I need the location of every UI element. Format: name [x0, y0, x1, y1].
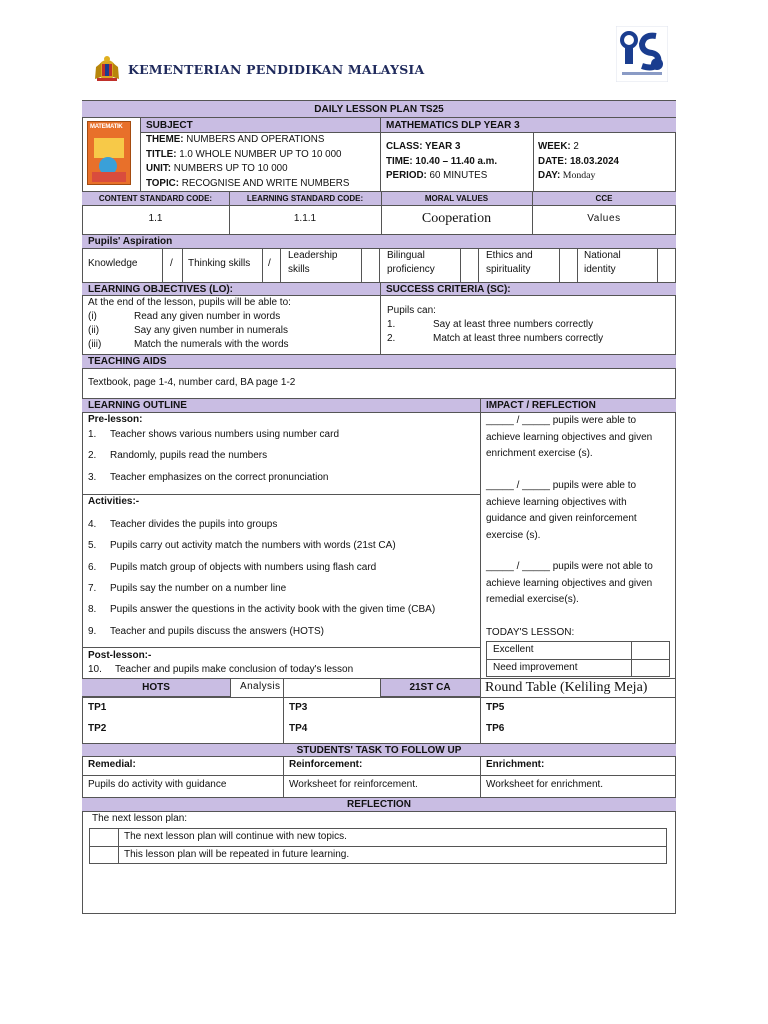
pre-lesson-title: Pre-lesson: — [88, 414, 143, 425]
reflection-option-1-checkbox[interactable] — [90, 829, 117, 845]
students-task-title: STUDENTS' TASK TO FOLLOW UP — [82, 743, 676, 757]
teaching-aids-title: TEACHING AIDS — [82, 354, 676, 369]
impact-title: IMPACT / REFLECTION — [480, 398, 676, 413]
week-date-day: WEEK: 2 DATE: 18.03.2024 DAY: Monday — [538, 141, 619, 181]
textbook-cover-image — [87, 121, 131, 185]
content-standard-label: CONTENT STANDARD CODE: — [82, 192, 229, 206]
reflection-intro: The next lesson plan: — [92, 813, 188, 824]
reinforcement-label: Reinforcement: — [289, 759, 363, 770]
success-criteria-list: Pupils can: 1. Say at least three numbers correctly 2. Match at least three numbers correctly — [387, 305, 604, 344]
moral-values-value: Cooperation — [421, 211, 492, 226]
tp4: TP4 — [289, 723, 308, 734]
pre-lesson-step-1: 1. Teacher shows various numbers using number card — [88, 429, 339, 440]
pre-lesson-step-3: 3. Teacher emphasizes on the correct pronunciation — [88, 472, 329, 483]
tp3: TP3 — [289, 702, 308, 713]
content-standard-value: 1.1 — [148, 213, 163, 224]
ts25-logo — [616, 26, 668, 82]
reflection-option-1: The next lesson plan will continue with new topics. — [124, 831, 347, 842]
activity-step-6: 6. Pupils match group of objects with numbers using flash card — [88, 562, 377, 573]
learning-standard-label: LEARNING STANDARD CODE: — [229, 192, 381, 206]
subject-value: MATHEMATICS DLP YEAR 3 — [380, 118, 676, 133]
activity-step-7: 7. Pupils say the number on a number line — [88, 583, 287, 594]
tp5: TP5 — [486, 702, 505, 713]
aspiration-knowledge: Knowledge — [88, 258, 138, 269]
aspiration-knowledge-mark: / — [170, 258, 173, 269]
21st-ca-value: Round Table (Keliling Meja) — [485, 680, 648, 695]
aspiration-bilingual: Bilingual proficiency — [387, 250, 435, 275]
learning-objectives-title: LEARNING OBJECTIVES (LO): — [82, 282, 380, 296]
impact-reinforcement: _____ / _____ pupils were able to achieve learning objectives with guidance and given reinforcement exercise (s). — [486, 480, 637, 541]
need-improvement-checkbox[interactable] — [632, 660, 669, 676]
enrichment-label: Enrichment: — [486, 759, 545, 770]
moral-values-label: MORAL VALUES — [381, 192, 532, 206]
learning-standard-value: 1.1.1 — [293, 213, 317, 224]
activities-title: Activities:- — [88, 496, 140, 507]
ministry-name: KEMENTERIAN PENDIDIKAN MALAYSIA — [128, 62, 425, 77]
21st-ca-label: 21ST CA — [380, 679, 480, 697]
reflection-title: REFLECTION — [82, 797, 676, 812]
cce-value: Values — [587, 213, 621, 224]
aspiration-thinking: Thinking skills — [188, 258, 251, 269]
aspiration-leadership: Leadership skills — [288, 250, 338, 275]
plan-title: DAILY LESSON PLAN TS25 — [82, 100, 676, 118]
aspiration-title: Pupils' Aspiration — [82, 234, 676, 249]
reflection-option-2: This lesson plan will be repeated in future learning. — [124, 849, 350, 860]
teaching-aids-text: Textbook, page 1-4, number card, BA page 1-2 — [88, 377, 296, 388]
cce-label: CCE — [532, 192, 676, 206]
activity-step-8: 8. Pupils answer the questions in the activity book with the given time (CBA) — [88, 604, 436, 615]
ministry-crest-icon — [92, 55, 122, 83]
activity-step-5: 5. Pupils carry out activity match the numbers with words (21st CA) — [88, 540, 396, 551]
tp2: TP2 — [88, 723, 107, 734]
aspiration-national: National identity — [584, 250, 621, 275]
tp1: TP1 — [88, 702, 107, 713]
post-lesson-title: Post-lesson:- — [88, 650, 152, 661]
hots-value: Analysis — [240, 681, 281, 692]
activity-step-9: 9. Teacher and pupils discuss the answers (HOTS) — [88, 626, 324, 637]
excellent-checkbox[interactable] — [632, 642, 669, 658]
success-criteria-title: SUCCESS CRITERIA (SC): — [380, 282, 676, 296]
aspiration-ethics: Ethics and spirituality — [486, 250, 533, 275]
post-lesson-step-10: 10. Teacher and pupils make conclusion of today's lesson — [88, 664, 354, 675]
impact-enrichment: _____ / _____ pupils were able to achieve learning objectives and given enrichment exercise (s). — [486, 415, 653, 459]
tp6: TP6 — [486, 723, 505, 734]
rating-need-improvement: Need improvement — [493, 662, 578, 673]
hots-label: HOTS — [82, 679, 230, 697]
remedial-label: Remedial: — [88, 759, 136, 770]
reflection-option-2-checkbox[interactable] — [90, 847, 117, 863]
aspiration-thinking-mark: / — [268, 258, 271, 269]
lesson-details: THEME: NUMBERS AND OPERATIONS TITLE: 1.0 WHOLE NUMBER UP TO 10 000 UNIT: NUMBERS UP TO 10 000 TOPIC: RECOGNISE AND WRITE NUMBERS — [146, 134, 350, 189]
class-time-period: CLASS: YEAR 3 TIME: 10.40 – 11.40 a.m. PERIOD: 60 MINUTES — [386, 141, 498, 181]
pre-lesson-step-2: 2. Randomly, pupils read the numbers — [88, 450, 268, 461]
objectives-list: At the end of the lesson, pupils will be able to: (i) Read any given number in words (ii) Say any given number in numerals (iii) Match the numerals with the words — [88, 297, 291, 350]
impact-remedial: _____ / _____ pupils were not able to achieve learning objectives and given remedial exercise(s). — [486, 561, 653, 605]
activity-step-4: 4. Teacher divides the pupils into groups — [88, 519, 278, 530]
todays-lesson-label: TODAY'S LESSON: — [486, 627, 575, 638]
book-cover-label: MATEMATIK — [90, 124, 123, 130]
remedial-text: Pupils do activity with guidance — [88, 779, 227, 790]
subject-label: SUBJECT — [140, 118, 380, 133]
rating-excellent: Excellent — [493, 644, 534, 655]
learning-outline-title: LEARNING OUTLINE — [82, 398, 480, 413]
reinforcement-text: Worksheet for reinforcement. — [289, 779, 418, 790]
enrichment-text: Worksheet for enrichment. — [486, 779, 604, 790]
